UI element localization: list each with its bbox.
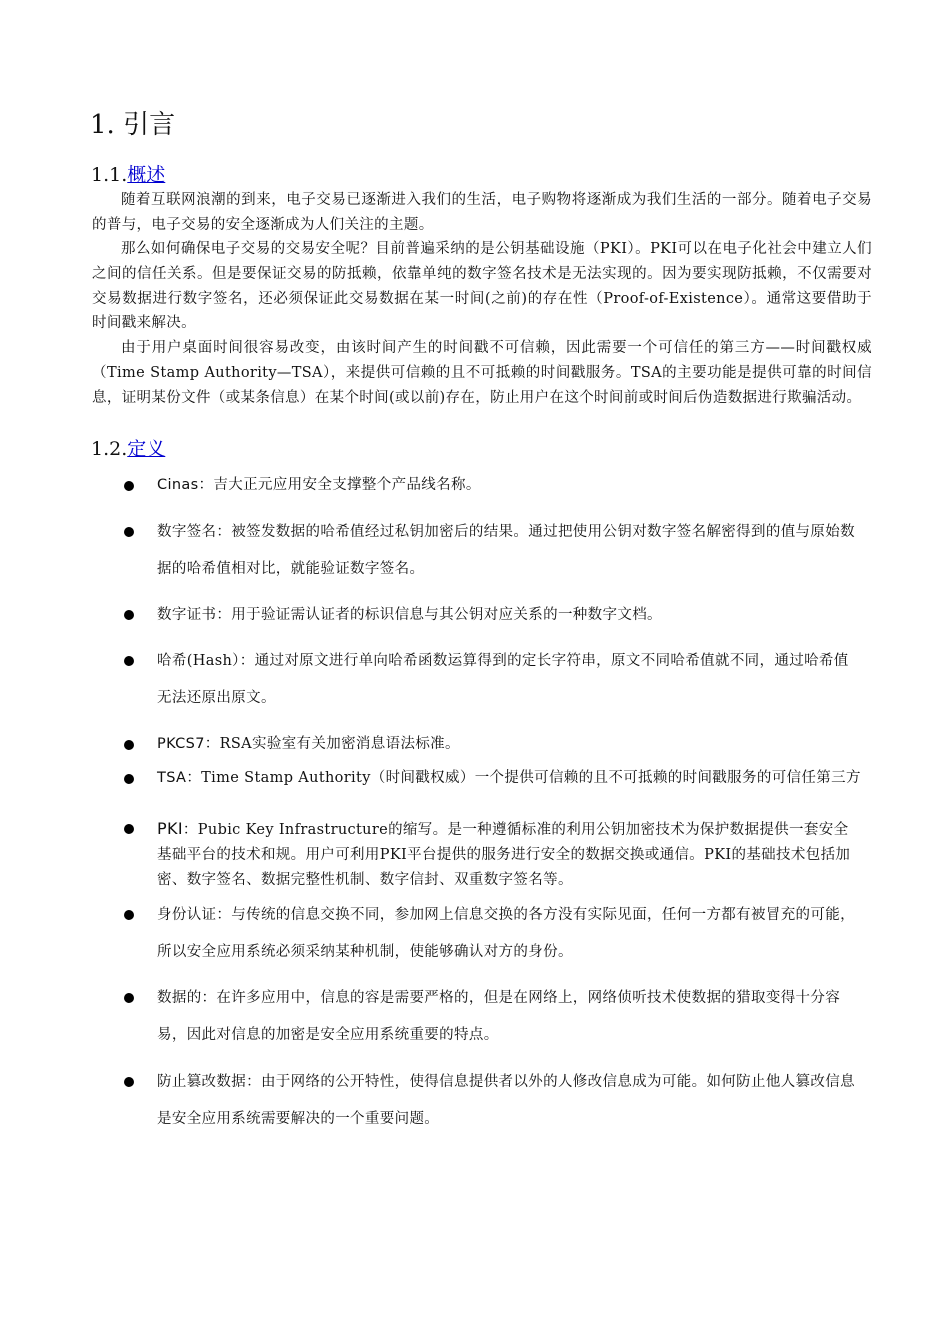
chapter-heading: 1. 引言: [90, 110, 176, 140]
definition-text: 哈希(Hash）：通过对原文进行单向哈希函数运算得到的定长字符串，原文不同哈希值就不同，通过哈希值无法还原出原文。: [157, 653, 849, 706]
definition-term: Cinas: [157, 477, 199, 493]
paragraph: 那么如何确保电子交易的交易安全呢？目前普遍采纳的是公钥基础设施（PKI）。PKI可以在电子化社会中建立人们之间的信任关系。但是要保证交易的防抵赖，依靠单纯的数字签名技术是无法实现的。因为要实现防抵赖，不仅需要对交易数据进行数字签名，还必须保证此交易数据在某一时间(之前)的存在性（Proof-of-Existence）。通常这要借助于时间戳来解决。: [92, 241, 872, 332]
definition-body: ：吉大正元应用安全支撑整个产品线名称。: [198, 477, 481, 493]
paragraph: 随着互联网浪潮的到来，电子交易已逐渐进入我们的生活，电子购物将逐渐成为我们生活的一部分。随着电子交易的普与，电子交易的安全逐渐成为人们关注的主题。: [92, 192, 872, 233]
definition-text: 数字证书：用于验证需认证者的标识信息与其公钥对应关系的一种数字文档。: [157, 607, 662, 623]
bullet-dot-icon: [124, 910, 134, 920]
section-link-overview[interactable]: 概述: [127, 164, 166, 186]
section-number: 1.1.: [91, 164, 128, 186]
section-heading-definitions: [91, 437, 165, 461]
bullet-dot-icon: [124, 993, 134, 1003]
section-number: 1.2.: [91, 438, 128, 460]
definition-term: PKCS7: [157, 736, 205, 752]
definition-body: ：RSA实验室有关加密消息语法标准。: [204, 736, 460, 752]
definition-text: 防止篡改数据：由于网络的公开特性，使得信息提供者以外的人修改信息成为可能。如何防止他人篡改信息是安全应用系统需要解决的一个重要问题。: [157, 1074, 855, 1127]
bullet-dot-icon: [124, 527, 134, 537]
definition-term: PKI: [157, 819, 183, 838]
section-heading-overview: [91, 163, 165, 187]
paragraph: 由于用户桌面时间很容易改变，由该时间产生的时间戳不可信赖，因此需要一个可信任的第三方——时间戳权威（Time Stamp Authority—TSA），来提供可信赖的且不可抵赖的时间戳服务。TSA的主要功能是提供可靠的时间信息，证明某份文件（或某条信息）在某个时间(或以前)存在，防止用户在这个时间前或时间后伪造数据进行欺骗活动。: [92, 340, 872, 406]
definition-text: [157, 732, 862, 757]
definition-text: [157, 766, 862, 791]
bullet-dot-icon: [124, 774, 134, 784]
bullet-dot-icon: [124, 610, 134, 620]
definition-body: ：Time Stamp Authority（时间戳权威）一个提供可信赖的且不可抵赖的时间戳服务的可信任第三方: [186, 770, 861, 786]
bullet-dot-icon: [124, 656, 134, 666]
bullet-dot-icon: [124, 481, 134, 491]
section-link-definitions[interactable]: 定义: [127, 438, 166, 460]
definition-term: TSA: [157, 770, 187, 786]
bullet-dot-icon: [124, 1077, 134, 1087]
definition-text: 数据的：在许多应用中，信息的容是需要严格的，但是在网络上，网络侦听技术使数据的猎取变得十分容易，因此对信息的加密是安全应用系统重要的特点。: [157, 990, 841, 1043]
definition-text: 身份认证：与传统的信息交换不同，参加网上信息交换的各方没有实际见面，任何一方都有被冒充的可能，所以安全应用系统必须采纳某种机制，使能够确认对方的身份。: [157, 907, 855, 960]
definition-text: 数字签名：被签发数据的哈希值经过私钥加密后的结果。通过把使用公钥对数字签名解密得到的值与原始数据的哈希值相对比，就能验证数字签名。: [157, 524, 855, 577]
bullet-dot-icon: [124, 824, 134, 834]
bullet-dot-icon: [124, 740, 134, 750]
definition-text: [157, 473, 862, 498]
definition-text: [157, 816, 862, 893]
definition-body: ：Pubic Key Infrastructure的缩写。是一种遵循标准的利用公钥加密技术为保护数据提供一套安全基础平台的技术和规。用户可利用PKI平台提供的服务进行安全的数据交换或通信。PKI的基础技术包括加密、数字签名、数据完整性机制、数字信封、双重数字签名等。: [157, 822, 851, 888]
